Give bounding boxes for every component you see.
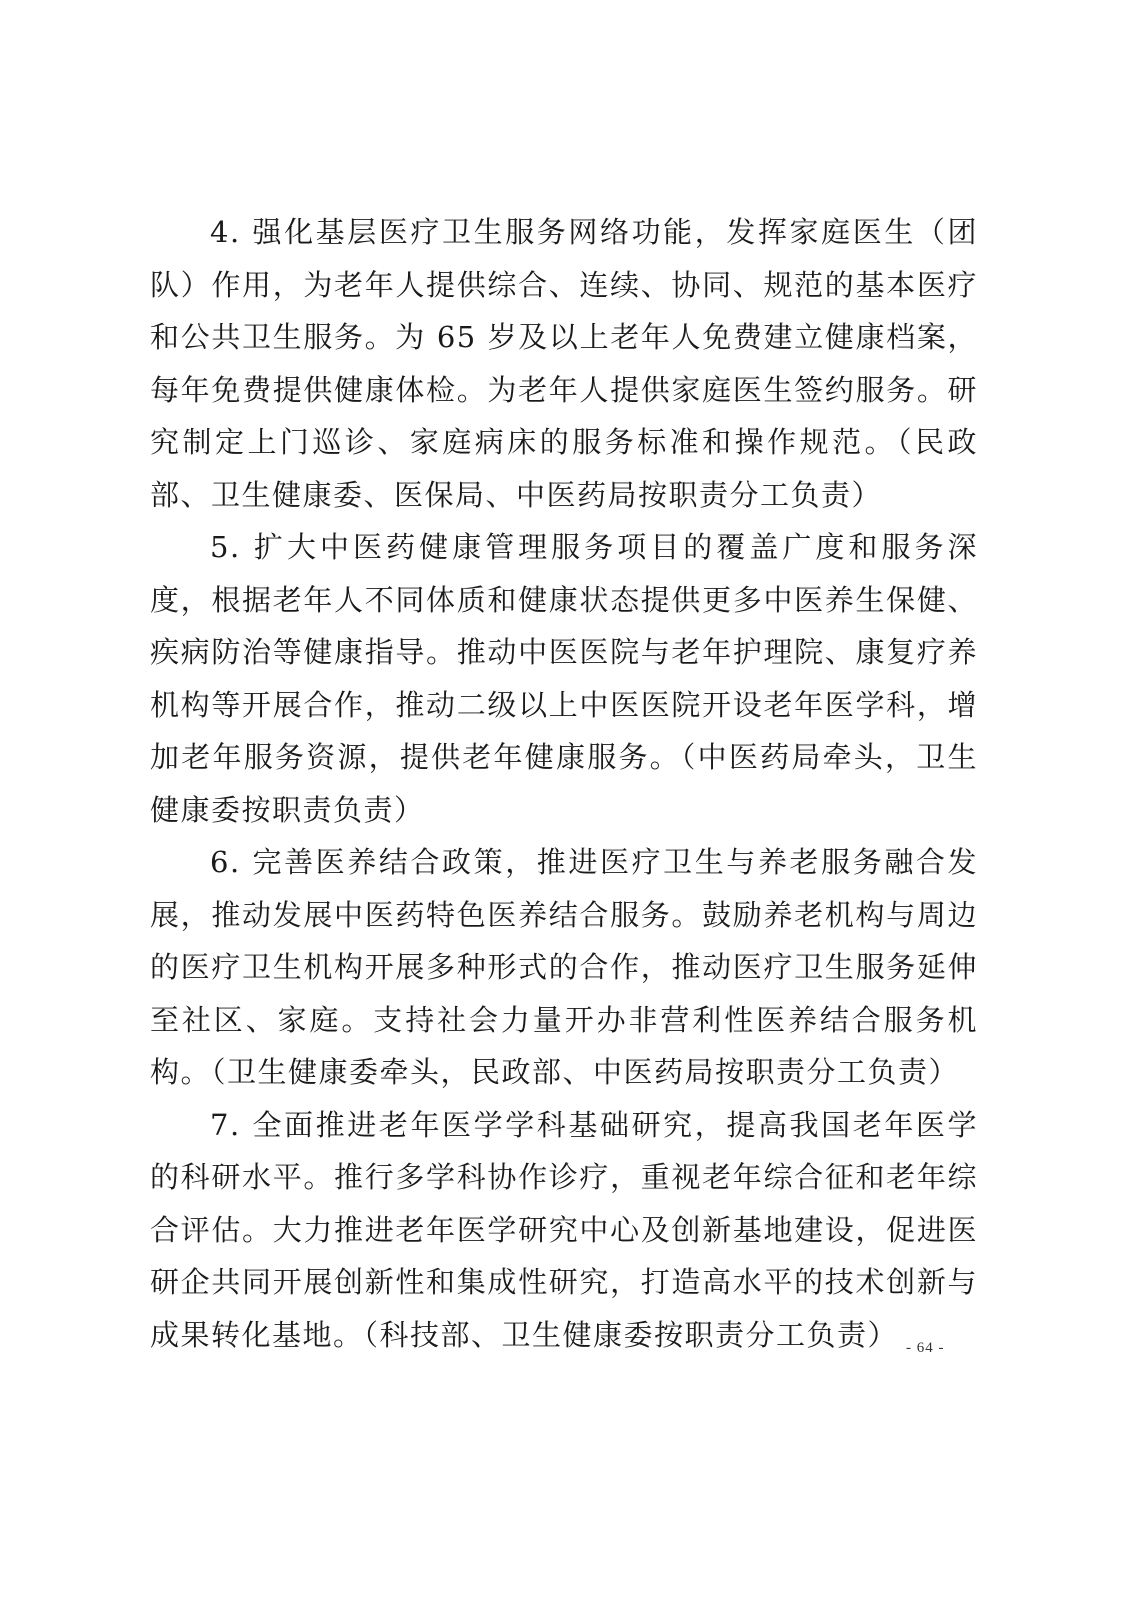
paragraph-item-7: 7. 全面推进老年医学学科基础研究，提高我国老年医学的科研水平。推行多学科协作诊疗，重视老年综合征和老年综合评估。大力推进老年医学研究中心及创新基地建设，促进医研企共同开展创新性和集成性研究，打造高水平的技术创新与成果转化基地。（科技部、卫生健康委按职责分工负责） — [150, 1107, 978, 1352]
paragraph-item-5: 5. 扩大中医药健康管理服务项目的覆盖广度和服务深度，根据老年人不同体质和健康状态提供更多中医养生保健、疾病防治等健康指导。推动中医医院与老年护理院、康复疗养机构等开展合作，推动二级以上中医医院开设老年医学科，增加老年服务资源，提供老年健康服务。（中医药局牵头，卫生健康委按职责负责） — [150, 530, 978, 827]
paragraph-item-6: 6. 完善医养结合政策，推进医疗卫生与养老服务融合发展，推动发展中医药特色医养结合服务。鼓励养老机构与周边的医疗卫生机构开展多种形式的合作，推动医疗卫生服务延伸至社区、家庭。支持社会力量开办非营利性医养结合服务机构。（卫生健康委牵头，民政部、中医药局按职责分工负责） — [150, 845, 978, 1089]
paragraph-item-4: 4. 强化基层医疗卫生服务网络功能，发挥家庭医生（团队）作用，为老年人提供综合、连续、协同、规范的基本医疗和公共卫生服务。为 65 岁及以上老年人免费建立健康档案，每年免费提供健康体检。为老年人提供家庭医生签约服务。研究制定上门巡诊、家庭病床的服务标准和操作规范。（民政部、卫生健康委、医保局、中医药局按职责分工负责） — [150, 215, 978, 512]
page-number: - 64 - — [906, 1340, 945, 1356]
document-body — [150, 206, 978, 1361]
